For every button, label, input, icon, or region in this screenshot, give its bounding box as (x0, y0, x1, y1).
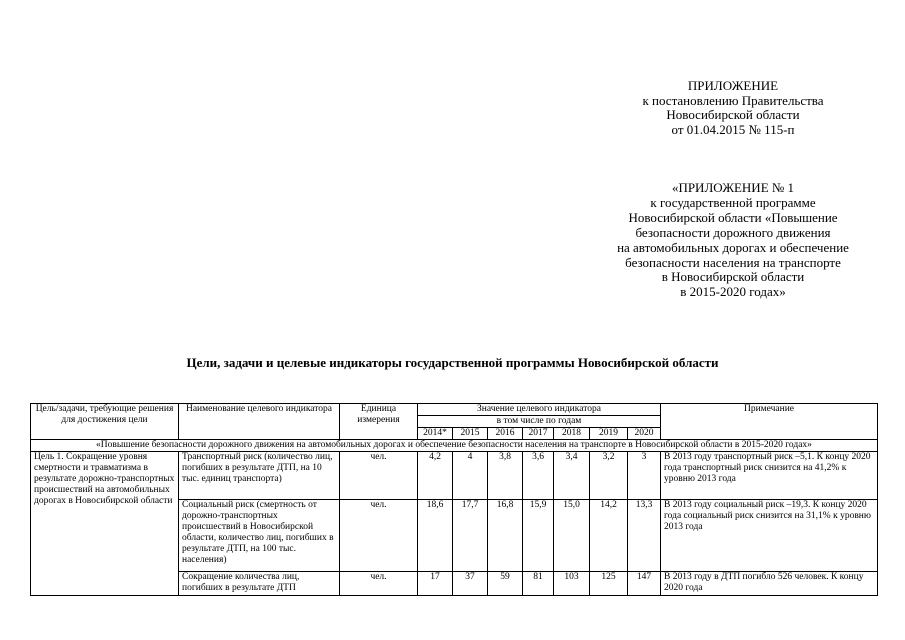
header-year: 2020 (628, 428, 661, 440)
program-appendix-line: на автомобильных дорогах и обеспечение (617, 239, 849, 255)
program-appendix-line: в 2015-2020 годах» (680, 284, 786, 300)
unit-cell: чел. (340, 452, 418, 500)
value-cell: 14,2 (590, 500, 628, 572)
note-cell: В 2013 году социальный риск –19,3. К концу 2020 года социальный риск снизится на 31,1% к уровню 2013 года (661, 500, 878, 572)
value-cell: 3,4 (554, 452, 590, 500)
header-value: Значение целевого индикатора (418, 404, 661, 416)
note-cell: В 2013 году транспортный риск –5,1. К концу 2020 года транспортный риск снизится на 41,2% к уровню 2013 года (661, 452, 878, 500)
program-appendix-header (590, 181, 876, 300)
program-appendix-line: в Новосибирской области (661, 269, 805, 285)
appendix-line: Новосибирской области (666, 107, 800, 123)
indicators-table (30, 403, 878, 596)
program-appendix-line: «ПРИЛОЖЕНИЕ № 1 (671, 180, 795, 195)
header-year: 2014* (418, 428, 453, 440)
appendix-header (597, 79, 869, 137)
header-note: Примечание (661, 404, 878, 440)
value-cell: 15,9 (523, 500, 554, 572)
header-year: 2016 (488, 428, 523, 440)
goal-cell: Цель 1. Сокращение уровня смертности и травматизма в результате дорожно-транспортных происшествий на автомобильных дорогах в Новосибирской области (31, 452, 179, 596)
value-cell: 13,3 (628, 500, 661, 572)
header-year: 2018 (554, 428, 590, 440)
indicator-cell: Сокращение количества лиц, погибших в результате ДТП (179, 572, 340, 596)
value-cell: 17,7 (453, 500, 488, 572)
header-year: 2017 (523, 428, 554, 440)
header-by-years: в том числе по годам (418, 416, 661, 428)
value-cell: 3 (628, 452, 661, 500)
unit-cell: чел. (340, 572, 418, 596)
value-cell: 103 (554, 572, 590, 596)
header-goal: Цель/задачи, требующие решения для достижения цели (31, 404, 179, 440)
value-cell: 16,8 (488, 500, 523, 572)
appendix-line: ПРИЛОЖЕНИЕ (687, 78, 779, 93)
header-year: 2015 (453, 428, 488, 440)
header-indicator: Наименование целевого индикатора (179, 404, 340, 440)
table-title: Цели, задачи и целевые индикаторы государственной программы Новосибирской области (186, 355, 719, 370)
value-cell: 3,6 (523, 452, 554, 500)
program-appendix-line: к государственной программе (650, 194, 816, 210)
indicator-cell: Социальный риск (смертность от дорожно-транспортных происшествий в Новосибирской области, количество лиц, погибших в результате ДТП, на 100 тыс. населения) (179, 500, 340, 572)
value-cell: 59 (488, 572, 523, 596)
value-cell: 4,2 (418, 452, 453, 500)
table-row (31, 452, 878, 500)
value-cell: 17 (418, 572, 453, 596)
header-year: 2019 (590, 428, 628, 440)
value-cell: 4 (453, 452, 488, 500)
value-cell: 18,6 (418, 500, 453, 572)
indicator-cell: Транспортный риск (количество лиц, погибших в результате ДТП, на 10 тыс. единиц транспорта) (179, 452, 340, 500)
value-cell: 37 (453, 572, 488, 596)
note-cell: В 2013 году в ДТП погибло 526 человек. К концу 2020 года (661, 572, 878, 596)
value-cell: 3,2 (590, 452, 628, 500)
header-unit: Единица измерения (340, 404, 418, 440)
value-cell: 147 (628, 572, 661, 596)
appendix-line: к постановлению Правительства (642, 92, 824, 108)
program-appendix-line: безопасности населения на транспорте (625, 254, 841, 270)
program-appendix-line: Новосибирской области «Повышение (628, 209, 838, 225)
value-cell: 3,8 (488, 452, 523, 500)
value-cell: 81 (523, 572, 554, 596)
appendix-line: от 01.04.2015 № 115-п (671, 121, 795, 137)
section-title: «Повышение безопасности дорожного движения на автомобильных дорогах и обеспечение безопасности населения на транспорте в Новосибирской области в 2015-2020 годах» (31, 440, 878, 452)
value-cell: 15,0 (554, 500, 590, 572)
program-appendix-line: безопасности дорожного движения (635, 224, 831, 240)
value-cell: 125 (590, 572, 628, 596)
unit-cell: чел. (340, 500, 418, 572)
